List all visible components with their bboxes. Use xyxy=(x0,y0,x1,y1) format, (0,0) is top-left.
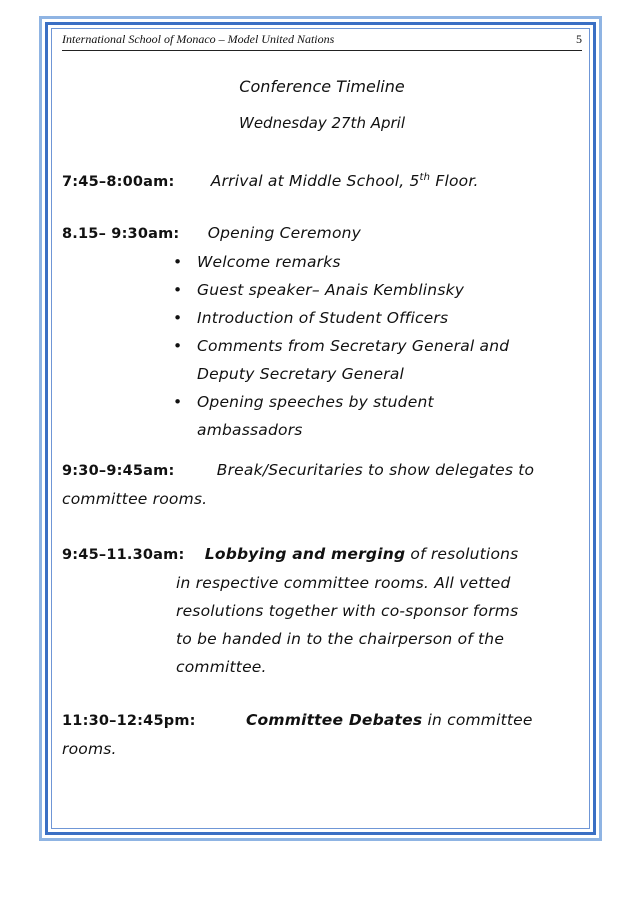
schedule-entry-debates xyxy=(62,706,582,763)
entry-time: 11:30–12:45pm: xyxy=(62,713,196,729)
entry-time: 9:30–9:45am: xyxy=(62,463,175,479)
list-item: • Guest speaker– Anais Kemblinsky xyxy=(173,276,582,304)
entry-text-end: Floor. xyxy=(430,172,479,191)
schedule-entry-break xyxy=(62,456,582,513)
page-number: 5 xyxy=(576,32,582,46)
page-title: Conference Timeline xyxy=(239,77,405,96)
schedule-entry-arrival xyxy=(62,164,582,196)
document-content xyxy=(62,32,582,758)
entry-time: 9:45–11.30am: xyxy=(62,547,185,563)
list-item: • Opening speeches by student ambassadors xyxy=(173,388,477,444)
entry-text: of resolutions xyxy=(405,545,519,563)
entry-text-continued: rooms. xyxy=(62,740,117,758)
schedule-entry-lobbying xyxy=(62,540,582,681)
entry-emphasis: Lobbying and merging xyxy=(204,545,406,563)
page-header xyxy=(62,32,582,51)
list-item: • Welcome remarks xyxy=(173,248,582,276)
entry-line: in respective committee rooms. All vetted xyxy=(176,574,511,592)
entry-emphasis: Committee Debates xyxy=(245,711,423,729)
entry-line: committee. xyxy=(176,658,267,676)
entry-time: 7:45–8:00am: xyxy=(62,174,175,191)
entry-text: in committee xyxy=(422,711,533,729)
schedule-entry-opening-ceremony xyxy=(62,219,582,444)
entry-text: Opening Ceremony xyxy=(207,224,362,242)
header-title: International School of Monaco – Model United Nations xyxy=(62,32,335,46)
entry-line: to be handed in to the chairperson of the xyxy=(176,630,505,648)
entry-text-continued: committee rooms. xyxy=(62,490,208,508)
ceremony-bullet-list xyxy=(62,248,582,444)
entry-text: Break/Securitaries to show delegates to xyxy=(216,461,535,479)
entry-superscript: th xyxy=(419,172,431,183)
entry-time: 8.15– 9:30am: xyxy=(62,226,180,242)
entry-text: Arrival at Middle School, 5 xyxy=(210,172,420,191)
entry-line: resolutions together with co-sponsor forms xyxy=(176,602,519,620)
list-item: • Introduction of Student Officers xyxy=(173,304,582,332)
list-item: • Comments from Secretary General and Deputy Secretary General xyxy=(173,332,557,388)
page-subtitle: Wednesday 27th April xyxy=(238,114,406,132)
